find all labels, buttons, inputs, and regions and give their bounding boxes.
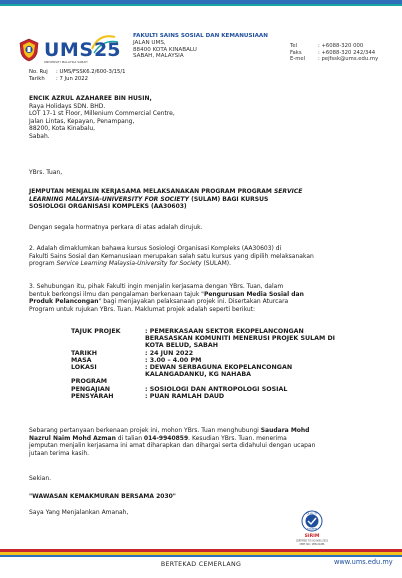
subject-text: JEMPUTAN MENJALIN KERJASAMA MELAKSANAKAN PROGRAM PROGRAM	[29, 188, 274, 195]
project-value: : SOSIOLOGI DAN ANTROPOLOGI SOSIAL	[145, 385, 288, 393]
project-row	[71, 335, 375, 342]
para2-line: 2. Adalah dimaklumkan bahawa kursus Sosiologi Organisasi Kompleks (AA30603) di	[29, 245, 282, 252]
project-row	[71, 371, 375, 378]
project-value	[145, 378, 375, 385]
contact-value: : +6088-320 242/344	[318, 49, 376, 56]
badge-brand: SIRIM	[304, 534, 320, 539]
motto: "WAWASAN KEMAKMURAN BERSAMA 2030"	[29, 493, 176, 500]
paragraph-2	[29, 245, 381, 268]
address-line-2: 88400 KOTA KINABALU	[133, 46, 197, 53]
project-label: TAJUK PROJEK	[71, 328, 121, 335]
date-row	[29, 76, 126, 83]
sign-off: Sekian.	[29, 475, 52, 482]
footer-url[interactable]: www.ums.edu.my	[334, 558, 393, 566]
project-table	[71, 328, 375, 400]
project-row	[71, 357, 375, 364]
para2-line: Fakulti Sains Sosial dan Kemanusiaan merupakan salah satu kursus yang dipilih melaksanakan	[29, 252, 314, 260]
address-line-3: SABAH, MALAYSIA	[133, 53, 184, 60]
recipient-line: LOT 17-1 st Floor, Millenium Commercial Centre,	[29, 110, 175, 118]
contact-person: Saudara Mohd	[260, 427, 310, 434]
closing-line: jemputan menjalin kerjasama ini amat diharapkan dan dihargai serta didahului dengan ucapan	[29, 442, 316, 450]
address-line-1: JALAN UMS,	[133, 39, 166, 46]
reference-label: No. Ruj	[29, 69, 48, 75]
greeting: Dengan segala hormatnya perkara di atas adalah dirujuk.	[29, 224, 203, 231]
salutation: YBrs. Tuan,	[29, 169, 63, 176]
subject-text: (SULAM) BAGI KURSUS	[188, 195, 269, 203]
contact-fax	[290, 50, 378, 57]
project-value: : DEWAN SERBAGUNA EKOPELANCONGAN	[145, 364, 293, 372]
contact-block	[290, 43, 378, 63]
subject-line-3: SOSIOLOGI ORGANISASI KOMPLEKS (AA30603)	[29, 203, 187, 211]
recipient-line: Jalan Lintas, Kepayan, Penampang,	[29, 117, 135, 125]
contact-label: E-mel	[290, 56, 306, 63]
reference-block	[29, 69, 126, 82]
project-value: : 24 JUN 2022	[145, 349, 194, 357]
project-label: MASA	[71, 356, 92, 364]
closing-line: jutaan terima kasih.	[29, 449, 90, 457]
project-row	[71, 350, 375, 357]
badge-mid: SYSTEM	[306, 528, 318, 531]
para3-bold: Produk Pelancongan	[29, 298, 99, 306]
closing-text: Sebarang pertanyaan berkenaan projek ini, mohon YBrs. Tuan menghubungi	[29, 427, 261, 434]
project-label: LOKASI	[71, 364, 97, 372]
para3-line: 3. Sehubungan itu, pihak Fakulti ingin menjalin kerjasama dengan YBrs. Tuan, dalam	[29, 283, 284, 290]
recipient-line: Sabah.	[29, 132, 50, 140]
sirim-quality-badge	[295, 510, 329, 548]
project-label	[71, 371, 145, 378]
project-row	[71, 328, 375, 335]
project-label: PROGRAM	[71, 378, 107, 386]
paragraph-3	[29, 283, 381, 313]
para3-text: " bagi menjayakan pelaksanaan projek ini. Disertakan Aturcara	[98, 298, 289, 306]
project-row	[71, 378, 375, 385]
contact-person: Nazrul Naim Mohd Azman	[29, 434, 116, 442]
footer-stripe-blue	[0, 555, 402, 557]
anniversary-25-logo	[89, 31, 121, 61]
contact-label: Tel	[290, 43, 298, 49]
recipient-name: ENCIK AZRUL AZAHAREE BIN HUSIN,	[29, 95, 152, 102]
crest-logo	[18, 38, 40, 62]
faculty-name: FAKULTI SAINS SOSIAL DAN KEMANUSIAAN	[133, 33, 268, 39]
contact-email	[290, 56, 378, 63]
sender-line: Saya Yang Menjalankan Amanah,	[29, 509, 129, 516]
para2-italic: Service Learning Malaysia-University for Society	[56, 260, 202, 268]
project-label	[71, 335, 145, 342]
contact-value: : +6088-320 000	[318, 43, 364, 49]
ums-logo	[44, 39, 94, 64]
project-value: : PUAN RAMLAH DAUD	[145, 392, 225, 400]
project-value: : PEMERKASAAN SEKTOR EKOPELANCONGAN	[145, 328, 304, 335]
project-label: TARIKH	[71, 349, 98, 357]
project-row	[71, 364, 375, 371]
project-value: : 3.00 – 4.00 PM	[145, 356, 202, 364]
badge-cert-1: CERTIFIED TO ISO 9001:2015	[296, 539, 328, 543]
footer-motto: BERTEKAD CEMERLANG	[160, 561, 242, 568]
project-value: KOTA BELUD, SABAH	[145, 342, 218, 350]
subject-italic: LEARNING MALAYSIA-UNIVERSITY FOR SOCIETY	[29, 195, 189, 203]
project-row	[71, 386, 375, 393]
para2-text: (SULAM).	[201, 260, 232, 268]
para3-line: Program untuk rujukan YBrs. Tuan. Maklumat projek adalah seperti berikut:	[29, 305, 256, 313]
ums-logo-text: UMS	[44, 39, 94, 61]
closing-text: . Kesudian YBrs. Tuan. menerima	[188, 434, 287, 442]
contact-label: Faks	[290, 49, 302, 56]
header-stripe-teal	[0, 4, 402, 6]
contact-tel	[290, 43, 378, 50]
recipient-line: 88200, Kota Kinabalu,	[29, 125, 96, 133]
anniversary-number: 25	[94, 39, 121, 61]
closing-paragraph	[29, 427, 381, 457]
project-row	[71, 393, 375, 400]
contact-phone: 014-9940859	[143, 434, 189, 442]
recipient-block	[29, 95, 175, 141]
project-label	[71, 342, 145, 349]
project-row	[71, 342, 375, 349]
badge-cert-2: CERT. NO.: QMS 01286	[299, 543, 325, 546]
project-label: PENSYARAH	[71, 392, 114, 400]
faculty-block	[133, 33, 268, 60]
date-label: Tarikh	[29, 75, 45, 82]
badge-top: QUALITY	[306, 512, 318, 516]
project-value: KALANGADANKU, KG NAHABA	[145, 371, 251, 379]
reference-value: : UMS/FSSK6.2/600-3/15/1	[56, 69, 126, 75]
project-value: BERASASKAN KOMUNITI MENERUSI PROJEK SULAM DI	[145, 335, 336, 343]
reference-row	[29, 69, 126, 76]
contact-value[interactable]: : pejfssk@ums.edu.my	[318, 56, 379, 63]
recipient-line: Raya Holidays SDN. BHD.	[29, 102, 106, 110]
para2-text: program	[29, 260, 57, 268]
para3-text: bentuk berkongsi ilmu dan pengalaman berkenaan tajuk "	[29, 290, 204, 298]
subject	[29, 188, 379, 211]
project-label: PENGAJIAN	[71, 385, 111, 393]
date-value: : 7 Jun 2022	[56, 75, 88, 82]
subject-italic: SERVICE	[273, 188, 303, 195]
university-name: UNIVERSITI MALAYSIA SABAH	[44, 60, 88, 64]
closing-text: di talian	[115, 434, 144, 442]
para3-bold: Pengurusan Media Sosial dan	[203, 290, 304, 298]
